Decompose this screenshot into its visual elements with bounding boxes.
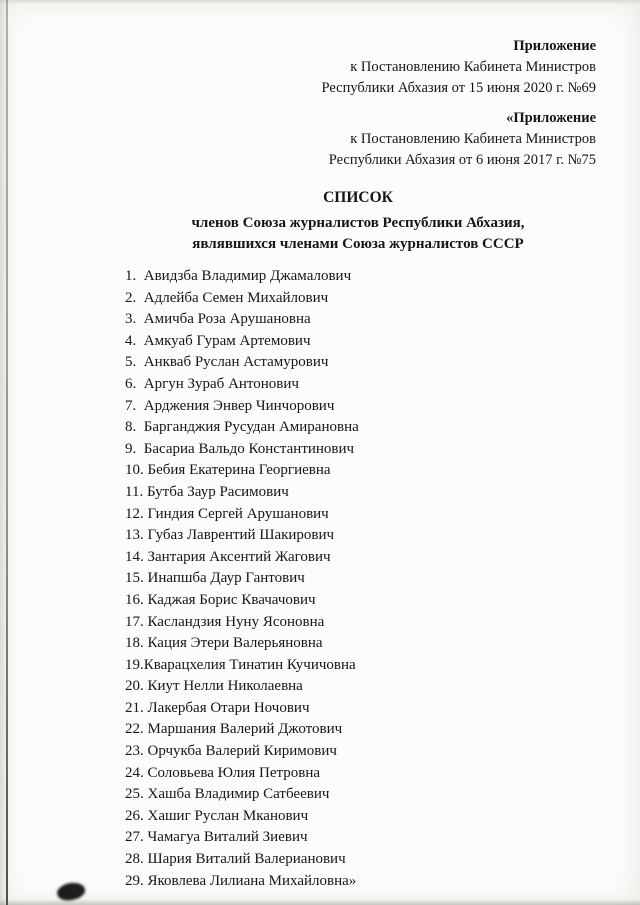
list-item: 19.Кварацхелия Тинатин Кучичовна — [125, 656, 356, 673]
scan-bottom-shadow — [0, 899, 640, 905]
list-item: 27. Чамагуа Виталий Зиевич — [125, 829, 308, 846]
list-item: 18. Кация Этери Валерьяновна — [125, 635, 323, 652]
list-item: 20. Киут Нелли Николаевна — [125, 678, 303, 695]
list-item: 17. Касландзия Нуну Ясоновна — [125, 613, 325, 630]
list-item: 1. Авидзба Владимир Джамалович — [125, 268, 352, 284]
list-item: 29. Яковлева Лилиана Михайловна» — [125, 872, 357, 889]
appendix-2020-line-2: Республики Абхазия от 15 июня 2020 г. №69 — [321, 80, 596, 96]
list-item: 28. Шария Виталий Валерианович — [125, 851, 346, 868]
list-item: 3. Амичба Роза Арушановна — [125, 311, 311, 328]
list-item: 7. Арджения Энвер Чинчорович — [125, 397, 335, 414]
document-title: СПИСОК — [323, 189, 393, 206]
scan-top-shadow — [0, 0, 640, 4]
appendix-2020-line-1: к Постановлению Кабинета Министров — [350, 59, 596, 75]
appendix-2017-line-1: к Постановлению Кабинета Министров — [350, 131, 596, 147]
appendix-2020-title: Приложение — [513, 38, 596, 54]
appendix-header-2020 — [0, 36, 596, 99]
subtitle-line-1: членов Союза журналистов Республики Абхазия, — [191, 215, 525, 231]
list-item: 14. Зантария Аксентий Жагович — [125, 548, 331, 565]
list-item: 4. Амкуаб Гурам Артемович — [125, 332, 311, 349]
appendix-header-2017 — [0, 108, 596, 171]
list-item: 21. Лакербая Отари Ночович — [125, 699, 310, 716]
list-item: 8. Барганджия Русудан Амирановна — [125, 419, 359, 436]
appendix-2017-line-2: Республики Абхазия от 6 июня 2017 г. №75 — [328, 152, 596, 168]
list-item: 24. Соловьева Юлия Петровна — [125, 764, 321, 781]
list-item: 5. Анкваб Руслан Астамурович — [125, 354, 329, 371]
list-item: 10. Бебия Екатерина Георгиевна — [125, 462, 331, 479]
list-item: 15. Инапшба Даур Гантович — [125, 570, 305, 587]
list-item: 25. Хашба Владимир Сатбеевич — [125, 786, 330, 803]
document-subtitle — [0, 213, 640, 255]
scan-edge-line — [6, 0, 8, 905]
list-item: 12. Гиндия Сергей Арушанович — [125, 505, 329, 522]
list-item: 2. Адлейба Семен Михайлович — [125, 289, 329, 306]
list-item: 6. Аргун Зураб Антонович — [125, 375, 299, 392]
list-item: 16. Каджая Борис Квачачович — [125, 591, 316, 608]
list-item: 26. Хашиг Руслан Мканович — [125, 807, 309, 824]
list-item: 13. Губаз Лаврентий Шакирович — [125, 527, 335, 544]
list-item: 22. Маршания Валерий Джотович — [125, 721, 343, 738]
list-item: 23. Орчукба Валерий Киримович — [125, 743, 337, 760]
subtitle-line-2: являвшихся членами Союза журналистов СССР — [192, 236, 524, 252]
list-item: 11. Бутба Заур Расимович — [125, 483, 289, 500]
members-list — [125, 266, 640, 892]
list-item: 9. Басариа Вальдо Константинович — [125, 440, 355, 457]
appendix-2017-title: «Приложение — [506, 110, 596, 126]
